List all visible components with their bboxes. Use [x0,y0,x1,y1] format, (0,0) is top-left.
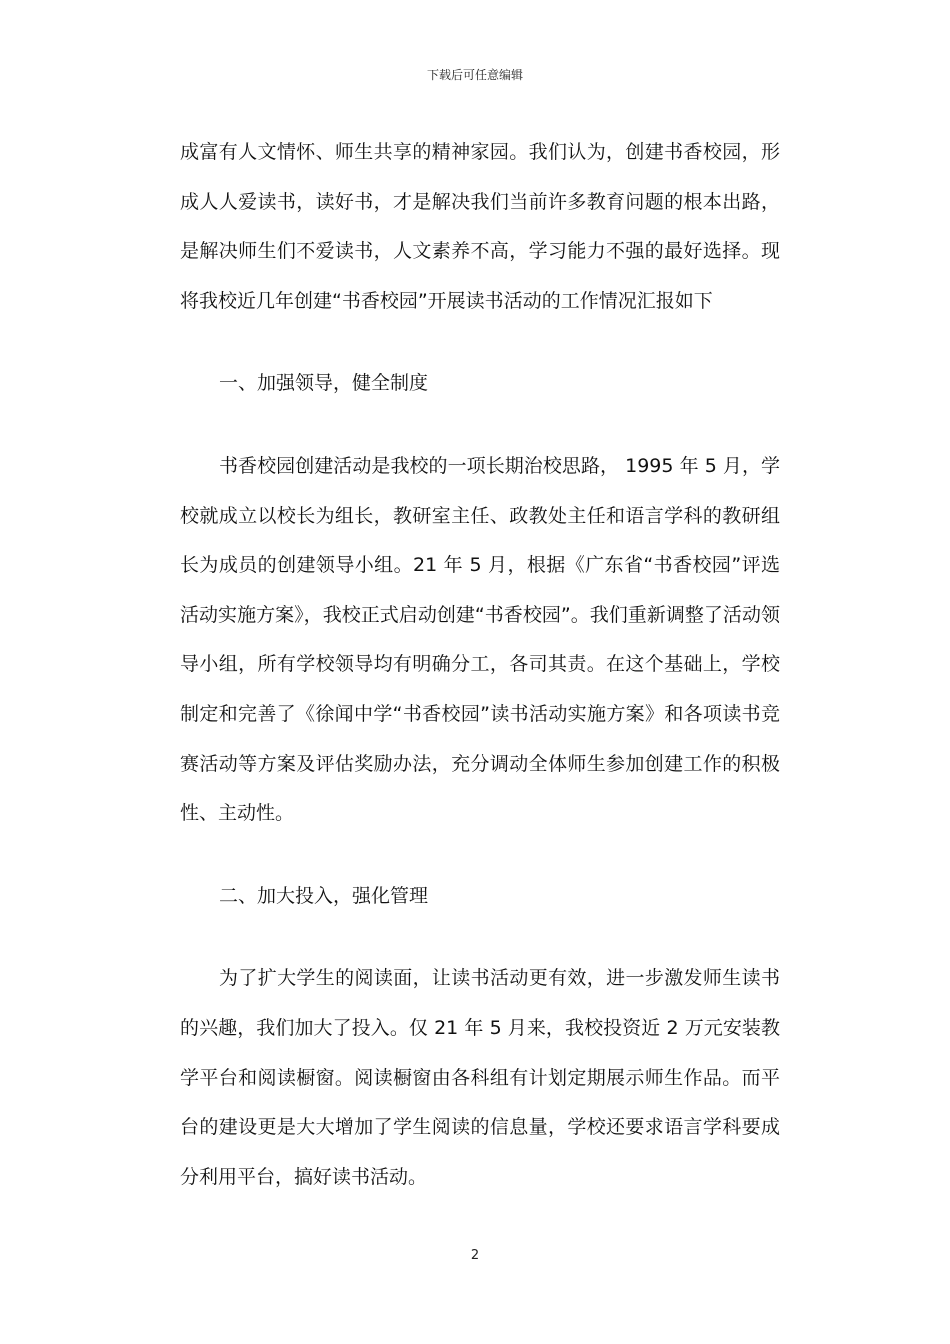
document-body [180,128,780,1202]
section-2-paragraph: 为了扩大学生的阅读面，让读书活动更有效，进一步激发师生读书的兴趣，我们加大了投入。仅 21 年 5 月来，我校投资近 2 万元安装教学平台和阅读橱窗。阅读橱窗由各科组有计划定期展示师生作品。而平台的建设更是大大增加了学生阅读的信息量，学校还要求语言学科要成分利用平台，搞好读书活动。 [180,967,780,1188]
paragraph-spacer [180,921,780,954]
section-1-paragraph: 书香校园创建活动是我校的一项长期治校思路， 1995 年 5 月，学校就成立以校长为组长，教研室主任、政教处主任和语言学科的教研组长为成员的创建领导小组。21 年 5 月，根据《广东省“书香校园”评选活动实施方案》，我校正式启动创建“书香校园”。我们重新调整了活动领导小组，所有学校领导均有明确分工，各司其责。在这个基础上，学校制定和完善了《徐闻中学“书香校园”读书活动实施方案》和各项读书竞赛活动等方案及评估奖励办法，充分调动全体师生参加创建工作的积极性、主动性。 [180,454,780,825]
intro-paragraph: 成富有人文情怀、师生共享的精神家园。我们认为，创建书香校园，形成人人爱读书，读好书，才是解决我们当前许多教育问题的根本出路，是解决师生们不爱读书，人文素养不高，学习能力不强的最好选择。现将我校近几年创建“书香校园”开展读书活动的工作情况汇报如下 [180,141,780,312]
section-heading-2: 二、加大投入，强化管理 [219,884,429,907]
page-number: 2 [470,1248,480,1263]
header-note: 下载后可任意编辑 [426,68,523,82]
section-heading-1: 一、加强领导，健全制度 [219,372,429,395]
paragraph-spacer [180,409,780,442]
paragraph-spacer [180,839,780,872]
paragraph-spacer [180,326,780,359]
